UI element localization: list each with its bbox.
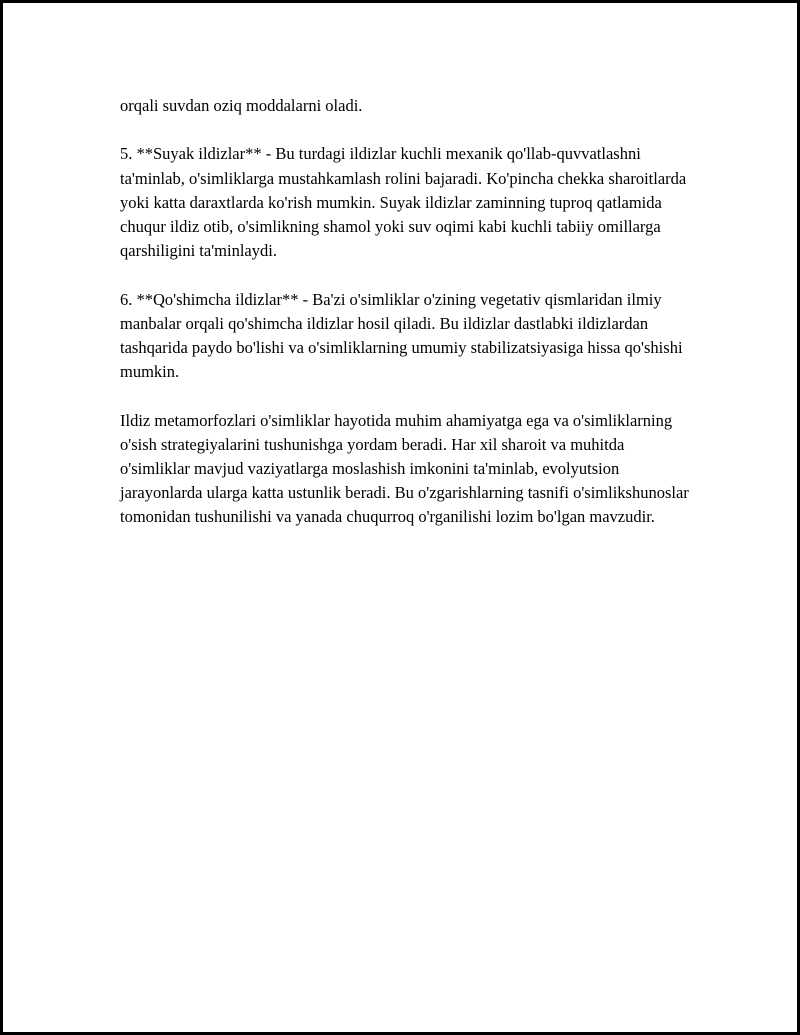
paragraph-continuation: orqali suvdan oziq moddalarni oladi. (120, 96, 363, 115)
paragraph-suyak-ildizlar: 5. **Suyak ildizlar** - Bu turdagi ildizlar kuchli mexanik qo'llab-quvvatlashni ta'minlab, o'simliklarga mustahkamlash rolini bajaradi. Ko'pincha chekka sharoitlarda yoki katta daraxtlarda ko'rish mumkin. Suyak ildizlar zaminning tuproq qatlamida chuqur ildiz otib, o'simlikning shamol yoki suv oqimi kabi kuchli tabiiy omillarga qarshiligini ta'minlaydi. (120, 144, 687, 261)
paragraph-conclusion: Ildiz metamorfozlari o'simliklar hayotida muhim ahamiyatga ega va o'simliklarning o'sish strategiyalarini tushunishga yordam beradi. Har xil sharoit va muhitda o'simliklar mavjud vaziyatlarga moslashish imkonini ta'minlab, evolyutsion jarayonlarda ularga katta ustunlik beradi. Bu o'zgarishlarning tasnifi o'simlikshunoslar tomonidan tushunilishi va yanada chuqurroq o'rganilishi lozim bo'lgan mavzudir. (120, 410, 689, 527)
document-body (120, 94, 695, 554)
paragraph-qoshimcha-ildizlar: 6. **Qo'shimcha ildizlar** - Ba'zi o'simliklar o'zining vegetativ qismlaridan ilmiy manbalar orqali qo'shimcha ildizlar hosil qiladi. Bu ildizlar dastlabki ildizlardan tashqarida paydo bo'lishi va o'simliklarning umumiy stabilizatsiyasiga hissa qo'shishi mumkin. (120, 289, 683, 382)
